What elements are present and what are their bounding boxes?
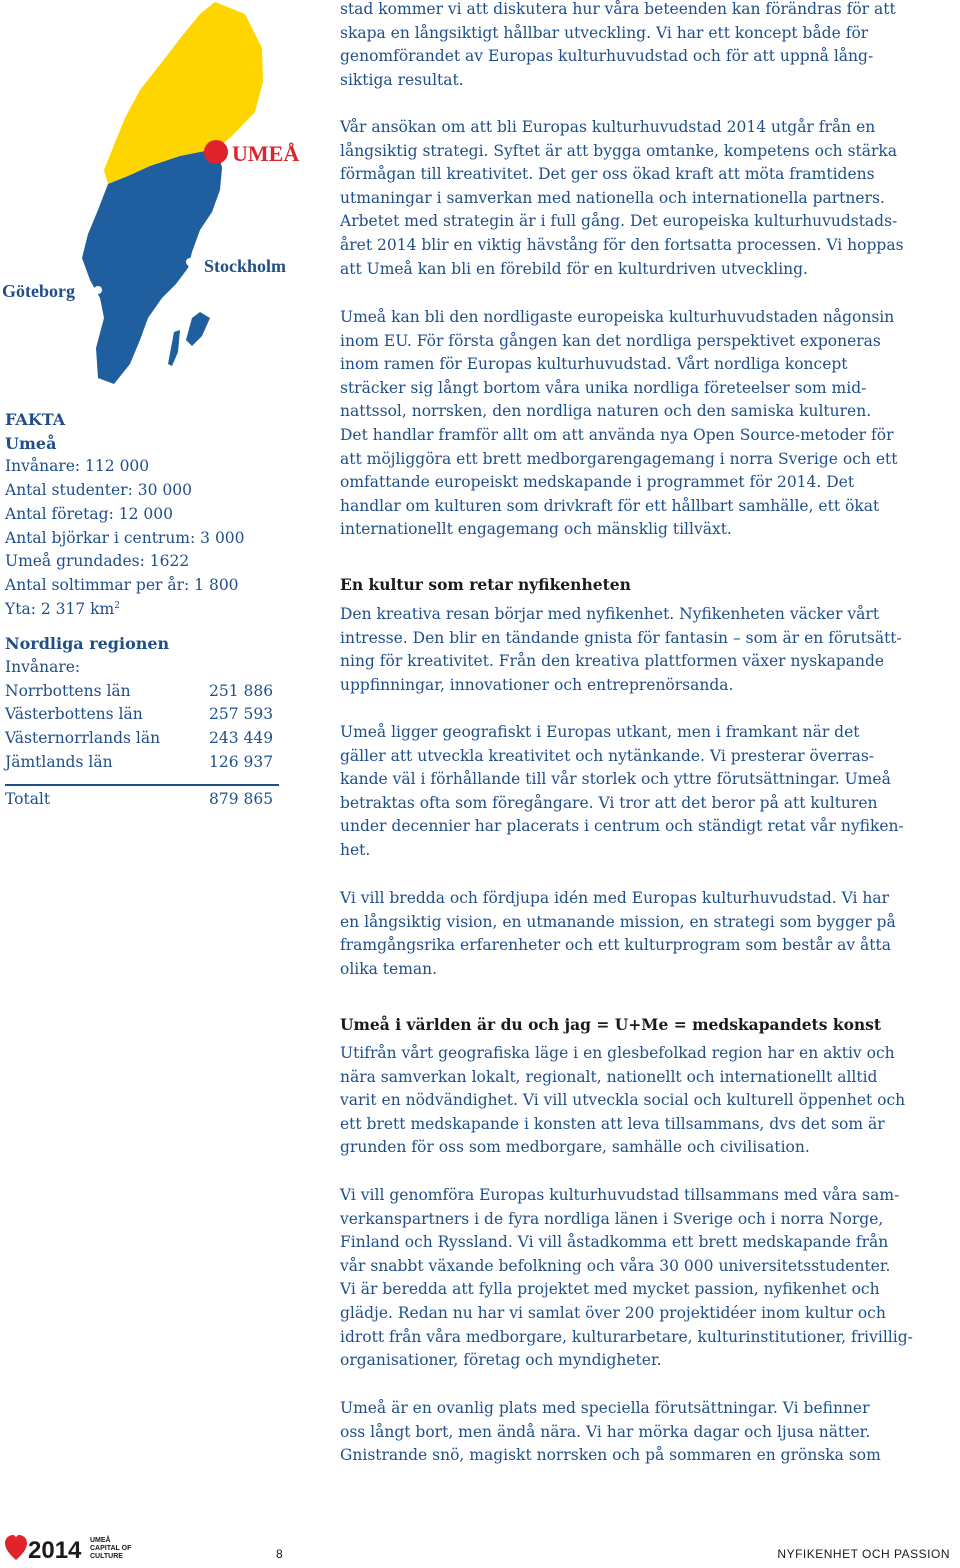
fact-area: Yta: 2 317 $km^2$ [5, 599, 120, 618]
city-label-goteborg: Göteborg [2, 281, 75, 301]
text-line: omfattande europeiskt medskapande i programmet för 2014. Det [340, 473, 855, 492]
fact-line: Antal soltimmar per år: 1 800 [5, 575, 239, 594]
paragraph-9 [340, 1397, 958, 1468]
text-line: Umeå ligger geografiskt i Europas utkant, men i framkant när det [340, 723, 860, 741]
svg-text:CAPITAL OF: CAPITAL OF [90, 1545, 132, 1552]
umea2014-logo [4, 1534, 134, 1562]
text-line: grunden för oss som medborgare, samhälle och civilisation. [340, 1138, 810, 1157]
fact-line: Umeå grundades: 1622 [5, 552, 190, 571]
county-row: Västernorrlands län 243 449 [5, 729, 274, 748]
text-line: stad kommer vi att diskutera hur våra beteenden kan förändras för att [340, 0, 896, 18]
county-row: Jämtlands län 126 937 [5, 752, 274, 771]
text-line: inom ramen för Europas kulturhuvudstad. Vårt nordliga koncept [340, 355, 848, 374]
sweden-map [0, 0, 310, 390]
paragraph-2 [340, 116, 958, 281]
region-title: Nordliga regionen [5, 634, 170, 654]
text-line: varit en nödvändighet. Vi vill utveckla social och kulturell öppenhet och [340, 1091, 906, 1110]
text-line: under decennier har placerats i centrum och ständigt retat vår nyfiken- [340, 817, 904, 836]
text-line: handlar om kulturen som drivkraft för ett hållbart samhälle, ett ökat [340, 496, 880, 515]
paragraph-1 [340, 0, 958, 92]
text-line: organisationer, företag och myndigheter. [340, 1351, 662, 1370]
fact-line: Antal företag: 12 000 [5, 504, 173, 523]
city-label-umea: UMEÅ [232, 141, 300, 166]
text-line: långsiktig strategi. Syftet är att bygga omtanke, kompetens och stärka [340, 141, 898, 160]
text-line: förmågan till kreativitet. Det ger oss ökad kraft att möta framtidens [340, 165, 875, 184]
fakta-title: FAKTA [5, 410, 66, 429]
fakta-city: Umeå [5, 433, 57, 453]
paragraph-6 [340, 887, 958, 981]
text-line: intresse. Den blir en tändande gnista för fantasin – som är en förutsätt- [340, 628, 902, 647]
text-line: vår snabbt växande befolkning och våra 30 000 universitetsstudenter. [340, 1256, 891, 1275]
text-line: framgångsrika erfarenheter och ett kulturprogram som består av åtta [340, 936, 891, 955]
text-line: Det handlar framför allt om att använda nya Open Source-metoder för [340, 425, 894, 444]
text-line: Gnistrande snö, magiskt norrsken och på sommaren en grönska som [340, 1446, 881, 1465]
region-label: Invånare: [5, 658, 81, 677]
text-line: Vår ansökan om att bli Europas kulturhuvudstad 2014 utgår från en [340, 118, 876, 136]
running-title: NYFIKENHET OCH PASSION [777, 1547, 950, 1561]
text-line: Vi är beredda att fylla projektet med mycket passion, nyfikenhet och [340, 1280, 880, 1299]
map-south-region [82, 148, 222, 384]
text-line: internationellt engagemang och mänsklig tillväxt. [340, 520, 732, 539]
text-line: het. [340, 840, 371, 859]
paragraph-5 [340, 721, 958, 863]
text-line: skapa en långsiktigt hållbar utveckling. Vi har ett koncept både för [340, 23, 869, 42]
text-line: ning för kreativitet. Från den kreativa plattformen växer nyskapande [340, 652, 885, 671]
text-line: genomförandet av Europas kulturhuvudstad och för att uppnå lång- [340, 47, 874, 66]
paragraph-3 [340, 306, 958, 542]
heading-u-me: Umeå i världen är du och jag = U+Me = medskapandets konst [340, 1015, 882, 1034]
text-line: oss långt bort, men ändå nära. Vi har mörka dagar och ljusa nätter. [340, 1422, 871, 1441]
text-line: verkanspartners i de fyra nordliga länen i Sverige och i norra Norge, [340, 1209, 884, 1228]
city-label-stockholm: Stockholm [204, 256, 287, 276]
page-number: 8 [276, 1547, 283, 1561]
map-island-gotland [186, 312, 210, 346]
text-line: olika teman. [340, 959, 438, 978]
total-row: Totalt 879 865 [5, 789, 274, 808]
stockholm-dot [186, 258, 194, 266]
text-line: Finland och Ryssland. Vi vill åstadkomma ett brett medskapande från [340, 1233, 889, 1252]
svg-text:CULTURE: CULTURE [90, 1553, 123, 1560]
fact-line: Antal studenter: 30 000 [5, 481, 192, 500]
svg-text:2014: 2014 [28, 1537, 82, 1562]
text-line: nära samverkan lokalt, regionalt, nationellt och internationellt alltid [340, 1067, 878, 1086]
text-line: uppfinningar, innovationer och entreprenörsanda. [340, 675, 734, 694]
county-row: Västerbottens län 257 593 [5, 705, 274, 724]
text-line: Utifrån vårt geografiska läge i en glesbefolkad region har en aktiv och [340, 1044, 895, 1062]
text-line: Umeå kan bli den nordligaste europeiska kulturhuvudstaden någonsin [340, 308, 895, 326]
fakta-box [5, 408, 285, 811]
text-line: Umeå är en ovanlig plats med speciella förutsättningar. Vi befinner [340, 1399, 870, 1417]
text-line: inom EU. För första gången kan det nordliga perspektivet exponeras [340, 331, 881, 350]
county-row: Norrbottens län 251 886 [5, 681, 274, 700]
text-line: kande väl i förhållande till vår storlek och yttre förutsättningar. Umeå [340, 770, 891, 789]
text-line: siktiga resultat. [340, 70, 464, 89]
heading-curiosity: En kultur som retar nyfikenheten [340, 575, 631, 594]
text-line: sträcker sig långt bortom våra unika nordliga företeelser som mid- [340, 378, 867, 397]
text-line: utmaningar i samverkan med nationella och internationella partners. [340, 188, 885, 207]
total-divider [5, 784, 279, 786]
goteborg-dot [94, 286, 102, 294]
paragraph-7 [340, 1042, 958, 1160]
text-line: Den kreativa resan börjar med nyfikenhet. Nyfikenheten väcker vårt [340, 605, 880, 623]
text-line: att möjliggöra ett brett medborgarengagemang i norra Sverige och ett [340, 449, 898, 468]
text-line: nattssol, norrsken, den nordliga naturen och den samiska kulturen. [340, 402, 872, 421]
svg-text:UMEÅ: UMEÅ [90, 1537, 111, 1544]
umea-marker [204, 140, 228, 164]
paragraph-8 [340, 1184, 958, 1373]
text-line: idrott från våra medborgare, kulturarbetare, kulturinstitutioner, frivillig- [340, 1327, 913, 1346]
text-line: betraktas ofta som föregångare. Vi tror att det beror på att kulturen [340, 793, 878, 812]
text-line: Arbetet med strategin är i full gång. Det europeiska kulturhuvudstads- [340, 212, 898, 231]
fact-line: Invånare: 112 000 [5, 457, 150, 476]
text-line: Vi vill bredda och fördjupa idén med Europas kulturhuvudstad. Vi har [340, 889, 890, 907]
text-line: året 2014 blir en viktig hävstång för den fortsatta processen. Vi hoppas [340, 235, 904, 254]
text-line: gäller att utveckla kreativitet och nytänkande. Vi presterar överras- [340, 746, 875, 765]
fact-line: Antal björkar i centrum: 3 000 [5, 528, 245, 547]
text-line: att Umeå kan bli en förebild för en kulturdriven utveckling. [340, 259, 808, 278]
map-island-oland [168, 330, 180, 366]
paragraph-4 [340, 603, 958, 697]
text-line: en långsiktig vision, en utmanande mission, en strategi som bygger på [340, 912, 896, 931]
text-line: ett brett medskapande i konsten att leva tillsammans, dvs det som är [340, 1114, 885, 1133]
text-line: glädje. Redan nu har vi samlat över 200 projektidéer inom kultur och [340, 1303, 886, 1322]
heart-icon [5, 1535, 27, 1560]
text-line: Vi vill genomföra Europas kulturhuvudstad tillsammans med våra sam- [340, 1186, 900, 1204]
